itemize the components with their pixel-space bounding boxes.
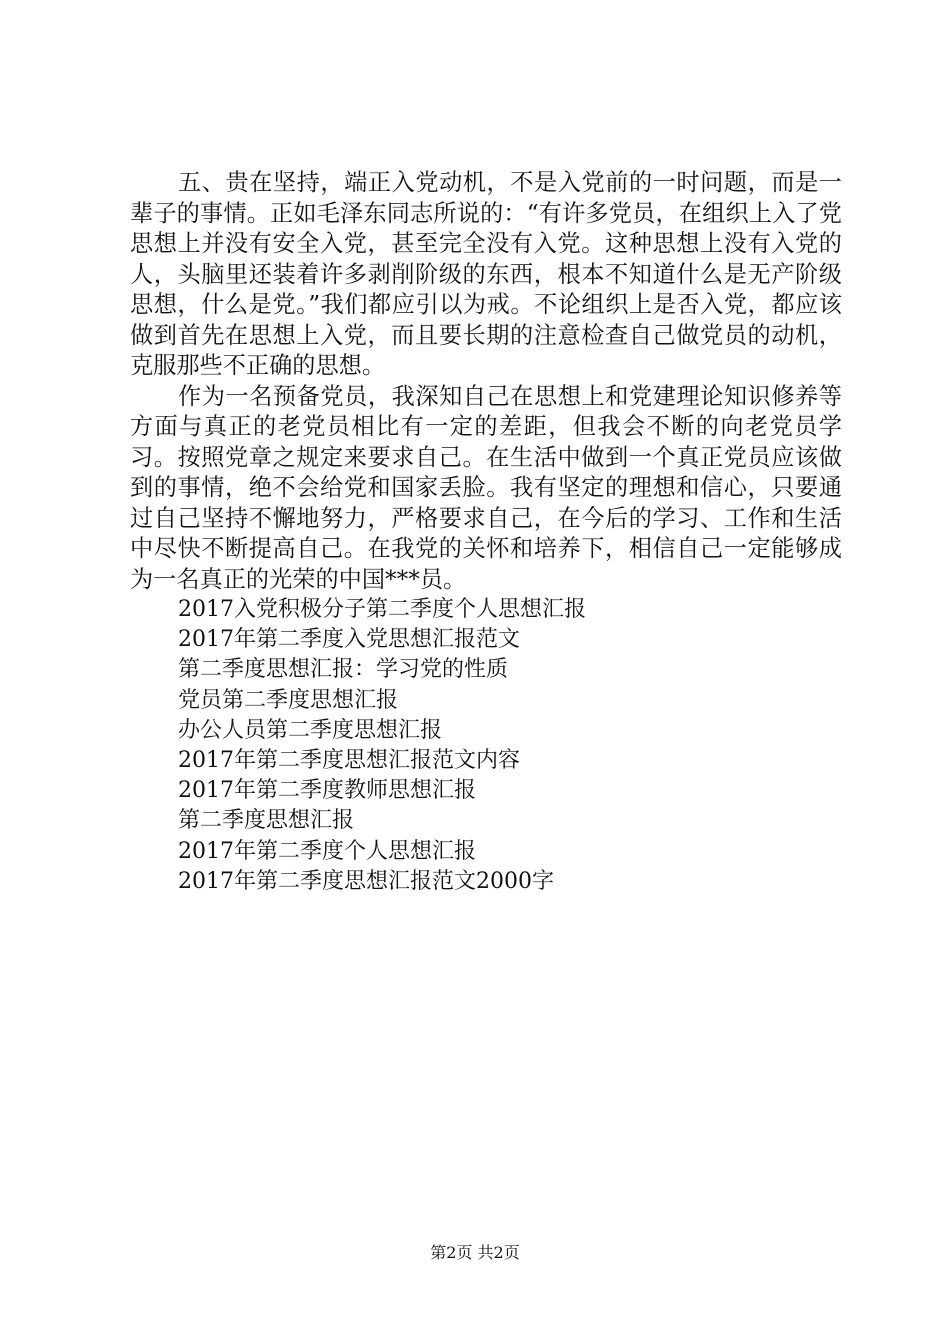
related-article-link[interactable]: 2017年第二季度思想汇报范文内容 [178, 748, 520, 774]
related-article-link[interactable]: 党员第二季度思想汇报 [178, 687, 399, 713]
paragraph-probationary-member: 作为一名预备党员，我深知自己在思想上和党建理论知识修养等方面与真正的老党员相比有一定的差距，但我会不断的向老党员学习。按照党章之规定来要求自己。在生活中做到一个真正党员应该做到的事情，绝不会给党和国家丢脸。我有坚定的理想和信心，只要通过自己坚持不懈地努力，严格要求自己，在今后的学习、工作和生活中尽快不断提高自己。在我党的关怀和培养下，相信自己一定能够成为一名真正的光荣的中国***员。 [130, 382, 842, 593]
page-number-footer: 第2页 共2页 [430, 1243, 520, 1262]
related-article-link[interactable]: 2017年第二季度教师思想汇报 [178, 778, 476, 804]
paragraph-sincerity: 五、贵在坚持，端正入党动机，不是入党前的一时问题，而是一辈子的事情。正如毛泽东同志所说的：“有许多党员，在组织上入了党思想上并没有安全入党，甚至完全没有入党。这种思想上没有入党的人，头脑里还装着许多剥削阶级的东西，根本不知道什么是无产阶级思想，什么是党。”我们都应引以为戒。不论组织上是否入党，都应该做到首先在思想上入党，而且要长期的注意检查自己做党员的动机，克服那些不正确的思想。 [130, 169, 842, 379]
related-article-link[interactable]: 第二季度思想汇报 [178, 808, 355, 834]
related-article-link[interactable]: 2017入党积极分子第二季度个人思想汇报 [178, 597, 586, 622]
related-article-link[interactable]: 办公人员第二季度思想汇报 [178, 717, 443, 743]
related-article-link[interactable]: 2017年第二季度个人思想汇报 [178, 838, 476, 864]
related-articles-list [130, 595, 842, 897]
related-article-link[interactable]: 2017年第二季度入党思想汇报范文 [178, 627, 520, 653]
document-body [130, 168, 842, 897]
related-article-link[interactable]: 2017年第二季度思想汇报范文2000字 [178, 868, 554, 894]
related-article-link[interactable]: 第二季度思想汇报：学习党的性质 [178, 657, 509, 683]
